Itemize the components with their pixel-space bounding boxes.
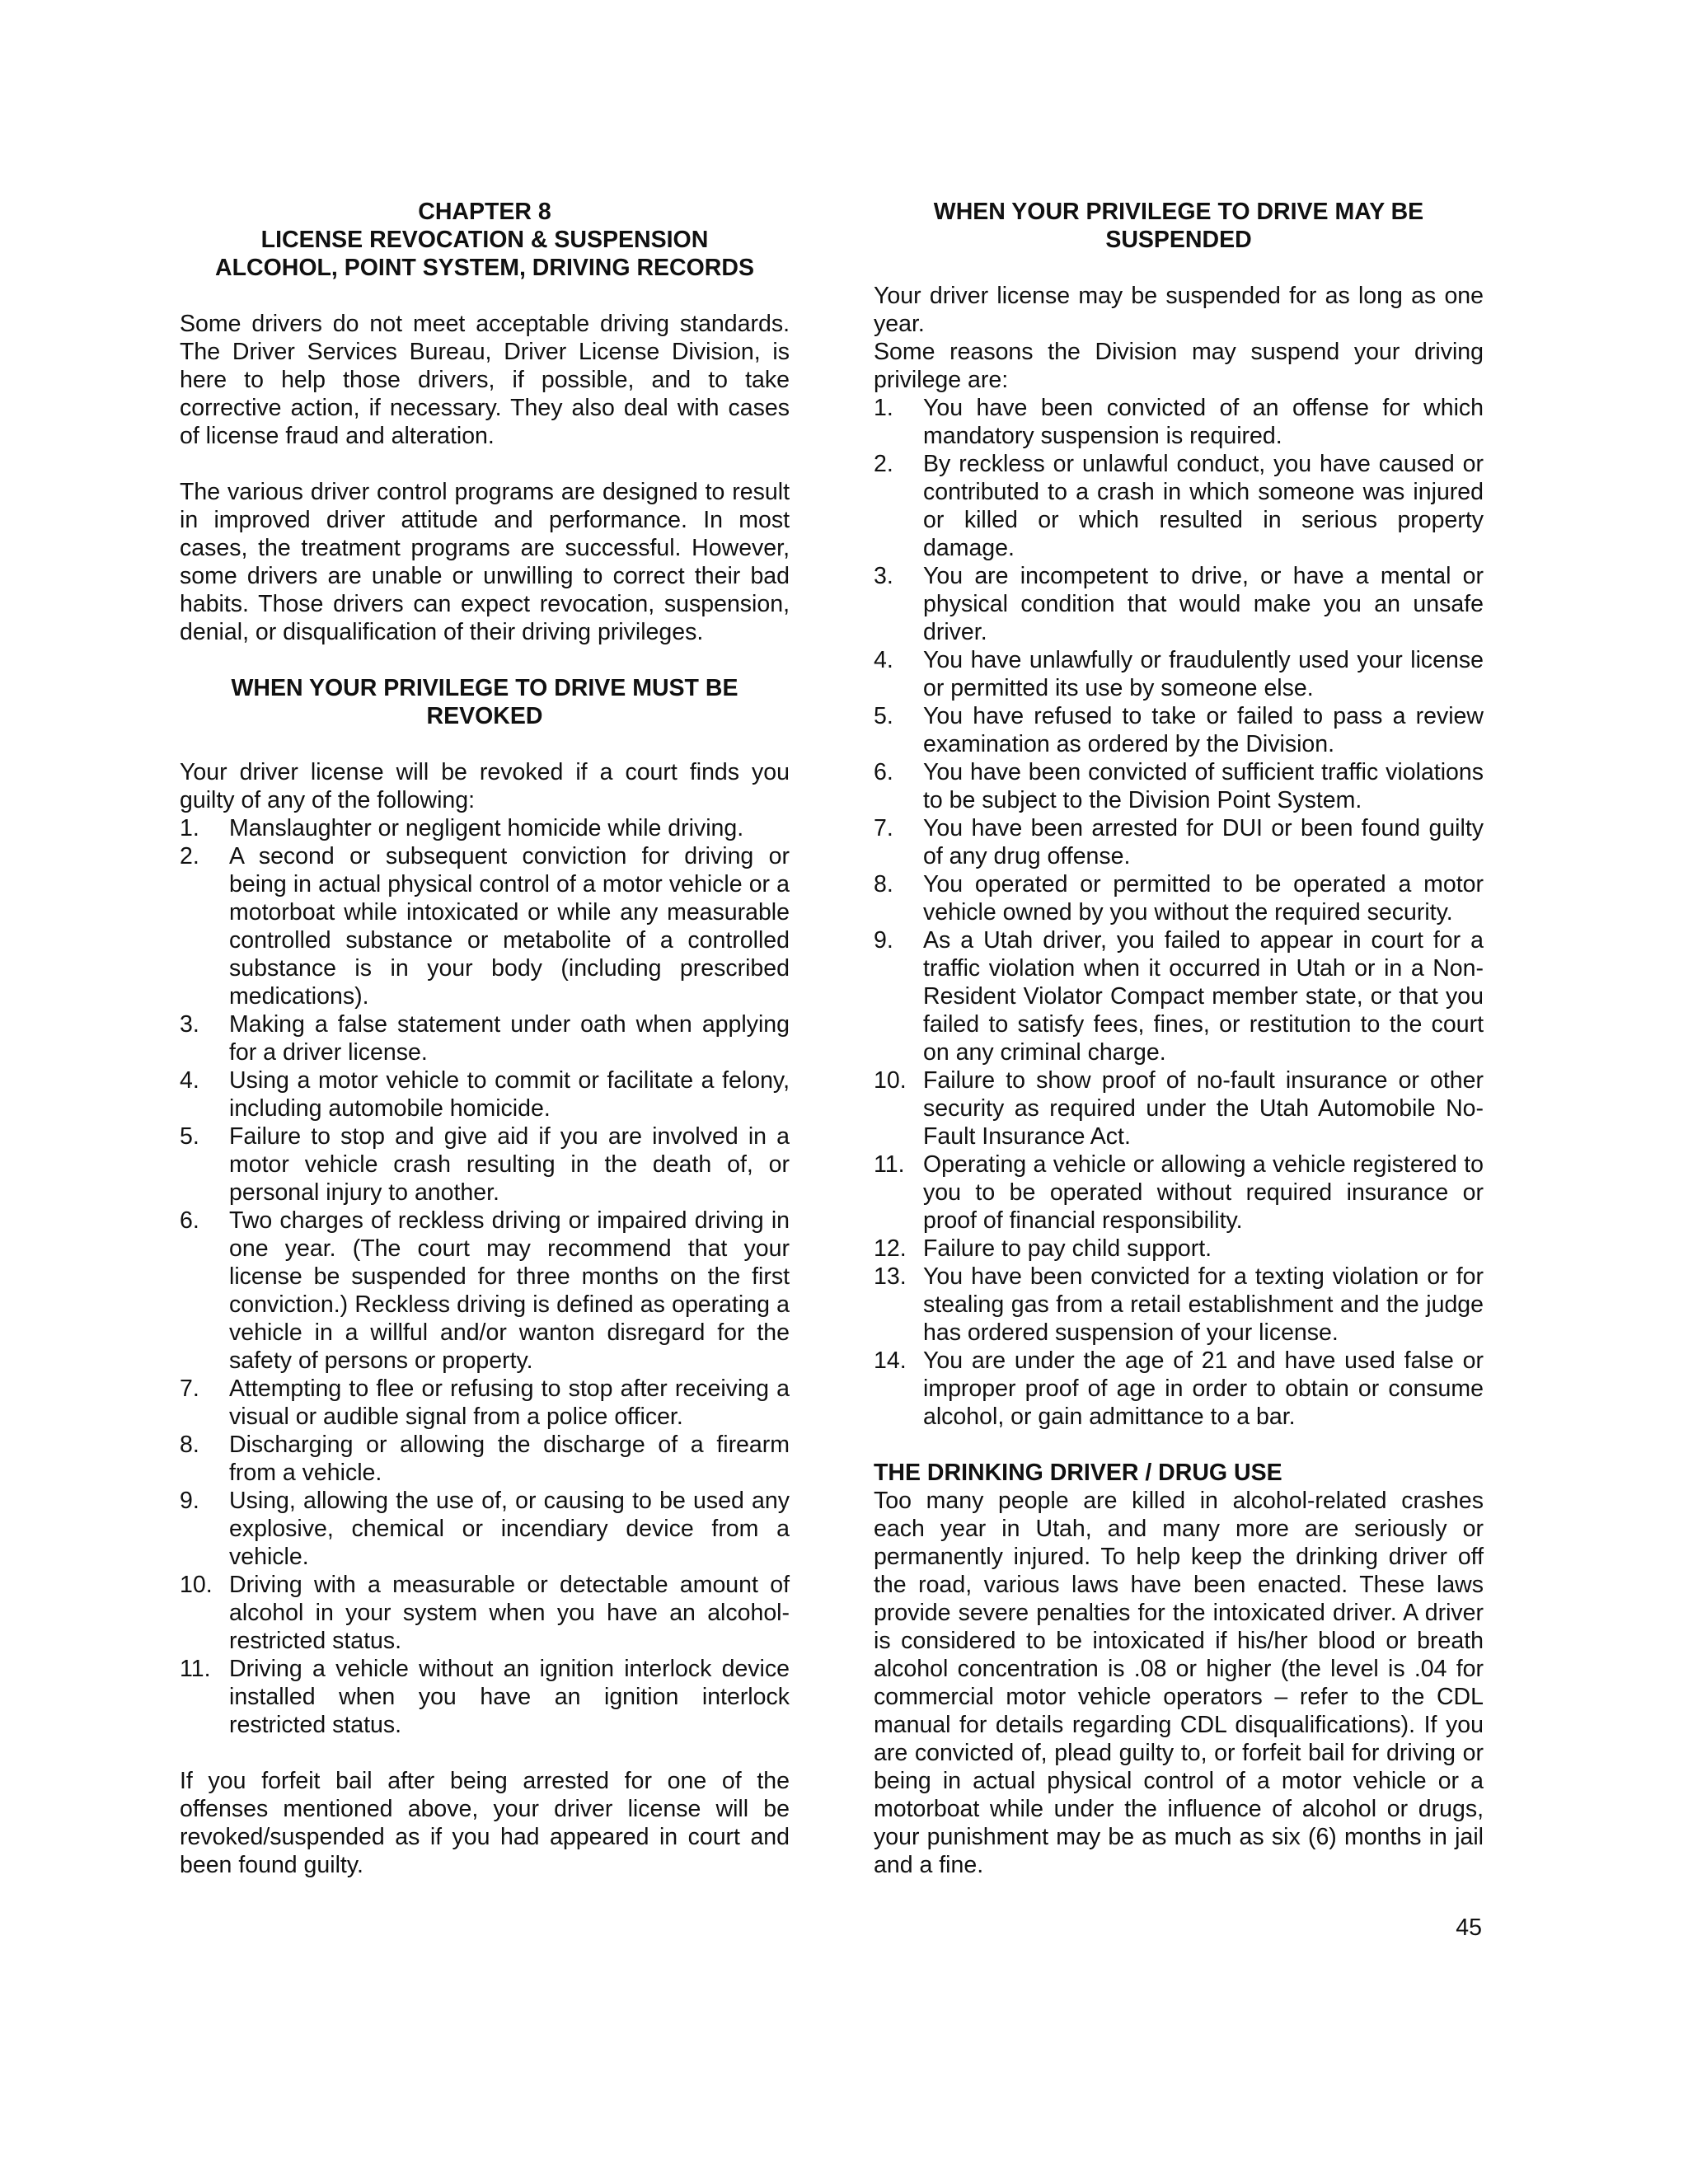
list-text: Driving with a measurable or detectable amount of alcohol in your system when you have an alcohol-restricted status.	[229, 1572, 790, 1654]
list-number: 3.	[874, 563, 893, 589]
list-text: By reckless or unlawful conduct, you have caused or contributed to a crash in which someone was injured or killed or which resulted in serious property damage.	[923, 451, 1484, 561]
chapter-title-line: CHAPTER 8	[418, 199, 551, 225]
list-text: You have been convicted of sufficient traffic violations to be subject to the Division Point System.	[923, 759, 1484, 813]
list-number: 11.	[874, 1151, 905, 1178]
list-number: 4.	[180, 1067, 199, 1094]
list-text: You have unlawfully or fraudulently used your license or permitted its use by someone else.	[923, 647, 1484, 701]
list-item	[180, 1010, 790, 1066]
list-number: 7.	[180, 1376, 199, 1402]
list-number: 2.	[874, 451, 893, 477]
forfeit-paragraph: If you forfeit bail after being arrested for one of the offenses mentioned above, your driver license will be revoked/suspended as if you had appeared in court and been found guilty.	[180, 1768, 790, 1878]
list-number: 7.	[874, 815, 893, 841]
list-item	[180, 1122, 790, 1207]
suspended-intro: Some reasons the Division may suspend your driving privilege are:	[874, 339, 1484, 393]
suspended-list	[874, 394, 1484, 1431]
list-text: You have been convicted of an offense for which mandatory suspension is required.	[923, 395, 1484, 449]
list-text: Two charges of reckless driving or impaired driving in one year. (The court may recommend that your license be suspended for three months on the first conviction.) Reckless driving is defined as operating a vehicle in a willful and/or wanton disregard for the safety of persons or property.	[229, 1207, 790, 1374]
list-item	[180, 1487, 790, 1571]
heading-line: WHEN YOUR PRIVILEGE TO DRIVE MUST BE	[231, 675, 738, 701]
list-text: Failure to stop and give aid if you are involved in a motor vehicle crash resulting in the death of, or personal injury to another.	[229, 1123, 790, 1206]
list-number: 13.	[874, 1263, 907, 1290]
list-text: You are under the age of 21 and have used false or improper proof of age in order to obtain or consume alcohol, or gain admittance to a bar.	[923, 1347, 1484, 1430]
list-number: 10.	[180, 1572, 213, 1598]
list-item	[874, 1263, 1484, 1347]
list-text: Driving a vehicle without an ignition interlock device installed when you have an ignition interlock restricted status.	[229, 1656, 790, 1738]
list-number: 10.	[874, 1067, 907, 1094]
list-item	[180, 842, 790, 1010]
list-number: 1.	[874, 395, 893, 421]
list-number: 5.	[180, 1123, 199, 1150]
list-item	[180, 1066, 790, 1122]
list-number: 8.	[874, 871, 893, 898]
list-text: Attempting to flee or refusing to stop after receiving a visual or audible signal from a police officer.	[229, 1376, 790, 1430]
intro-paragraph: Some drivers do not meet acceptable driving standards. The Driver Services Bureau, Driver License Division, is here to help those drivers, if possible, and to take corrective action, if necessary. They also deal with cases of license fraud and alteration.	[180, 311, 790, 449]
list-item	[874, 562, 1484, 646]
heading-line: REVOKED	[426, 703, 543, 729]
left-column	[180, 198, 790, 1879]
revoked-heading	[180, 674, 790, 730]
list-item	[180, 1571, 790, 1655]
right-column	[874, 198, 1484, 1879]
suspended-heading	[874, 198, 1484, 254]
list-item	[180, 1655, 790, 1739]
list-item	[874, 758, 1484, 814]
chapter-title	[180, 198, 790, 282]
page-number: 45	[1456, 1915, 1482, 1941]
list-item	[180, 1431, 790, 1487]
list-item	[874, 702, 1484, 758]
list-item	[180, 814, 790, 842]
list-item	[874, 1151, 1484, 1235]
list-number: 8.	[180, 1432, 199, 1458]
drinking-driver-paragraph: Too many people are killed in alcohol-related crashes each year in Utah, and many more are seriously or permanently injured. To help keep the drinking driver off the road, various laws have been enacted. These laws provide severe penalties for the intoxicated driver. A driver is considered to be intoxicated if his/her blood or breath alcohol concentration is .08 or higher (the level is .04 for commercial motor vehicle operators – refer to the CDL manual for details regarding CDL disqualifications). If you are convicted of, plead guilty to, or forfeit bail for driving or being in actual physical control of a motor vehicle or a motorboat while under the influence of alcohol or drugs, your punishment may be as much as six (6) months in jail and a fine.	[874, 1488, 1484, 1878]
revoked-list	[180, 814, 790, 1739]
drinking-driver-heading: THE DRINKING DRIVER / DRUG USE	[874, 1460, 1282, 1486]
heading-line: WHEN YOUR PRIVILEGE TO DRIVE MAY BE	[933, 199, 1424, 225]
list-item	[874, 646, 1484, 702]
list-text: As a Utah driver, you failed to appear in court for a traffic violation when it occurred in Utah or in a Non-Resident Violator Compact member state, or that you failed to satisfy fees, fines, or restitution to the court on any criminal charge.	[923, 927, 1484, 1066]
list-text: Making a false statement under oath when applying for a driver license.	[229, 1011, 790, 1066]
revoked-intro: Your driver license will be revoked if a court finds you guilty of any of the following:	[180, 759, 790, 813]
list-text: Using, allowing the use of, or causing to be used any explosive, chemical or incendiary device from a vehicle.	[229, 1488, 790, 1570]
suspended-intro: Your driver license may be suspended for as long as one year.	[874, 283, 1484, 337]
list-number: 11.	[180, 1656, 211, 1682]
list-item	[874, 394, 1484, 450]
list-text: A second or subsequent conviction for driving or being in actual physical control of a motor vehicle or a motorboat while intoxicated or while any measurable controlled substance or metabolite of a controlled substance is in your body (including prescribed medications).	[229, 843, 790, 1010]
list-number: 9.	[874, 927, 893, 954]
list-number: 9.	[180, 1488, 199, 1514]
list-item	[180, 1375, 790, 1431]
heading-line: SUSPENDED	[1105, 227, 1252, 253]
list-text: Manslaughter or negligent homicide while driving.	[229, 815, 744, 841]
intro-paragraph: The various driver control programs are designed to result in improved driver attitude and performance. In most cases, the treatment programs are successful. However, some drivers are unable or unwilling to correct their bad habits. Those drivers can expect revocation, suspension, denial, or disqualification of their driving privileges.	[180, 479, 790, 645]
list-item	[874, 814, 1484, 870]
list-text: You operated or permitted to be operated a motor vehicle owned by you without the required security.	[923, 871, 1484, 926]
list-number: 1.	[180, 815, 199, 841]
list-number: 3.	[180, 1011, 199, 1038]
list-number: 5.	[874, 703, 893, 729]
list-item	[180, 1207, 790, 1375]
list-item	[874, 870, 1484, 926]
list-text: You have been arrested for DUI or been found guilty of any drug offense.	[923, 815, 1484, 869]
list-item	[874, 1066, 1484, 1151]
list-text: Discharging or allowing the discharge of a firearm from a vehicle.	[229, 1432, 790, 1486]
list-number: 12.	[874, 1235, 907, 1262]
list-item	[874, 1347, 1484, 1431]
chapter-title-line: LICENSE REVOCATION & SUSPENSION	[260, 227, 709, 253]
list-text: You have refused to take or failed to pass a review examination as ordered by the Division.	[923, 703, 1484, 757]
list-text: Failure to pay child support.	[923, 1235, 1212, 1262]
list-item	[874, 450, 1484, 562]
list-item	[874, 1235, 1484, 1263]
list-text: Operating a vehicle or allowing a vehicle registered to you to be operated without required insurance or proof of financial responsibility.	[923, 1151, 1484, 1234]
list-text: Failure to show proof of no-fault insurance or other security as required under the Utah Automobile No-Fault Insurance Act.	[923, 1067, 1484, 1150]
list-text: You have been convicted for a texting violation or for stealing gas from a retail establishment and the judge has ordered suspension of your license.	[923, 1263, 1484, 1346]
list-number: 6.	[874, 759, 893, 785]
list-number: 14.	[874, 1347, 907, 1374]
list-number: 6.	[180, 1207, 199, 1234]
list-item	[874, 926, 1484, 1066]
list-text: You are incompetent to drive, or have a mental or physical condition that would make you an unsafe driver.	[923, 563, 1484, 645]
chapter-title-line: ALCOHOL, POINT SYSTEM, DRIVING RECORDS	[215, 255, 754, 281]
list-text: Using a motor vehicle to commit or facilitate a felony, including automobile homicide.	[229, 1067, 790, 1122]
list-number: 4.	[874, 647, 893, 673]
list-number: 2.	[180, 843, 199, 869]
